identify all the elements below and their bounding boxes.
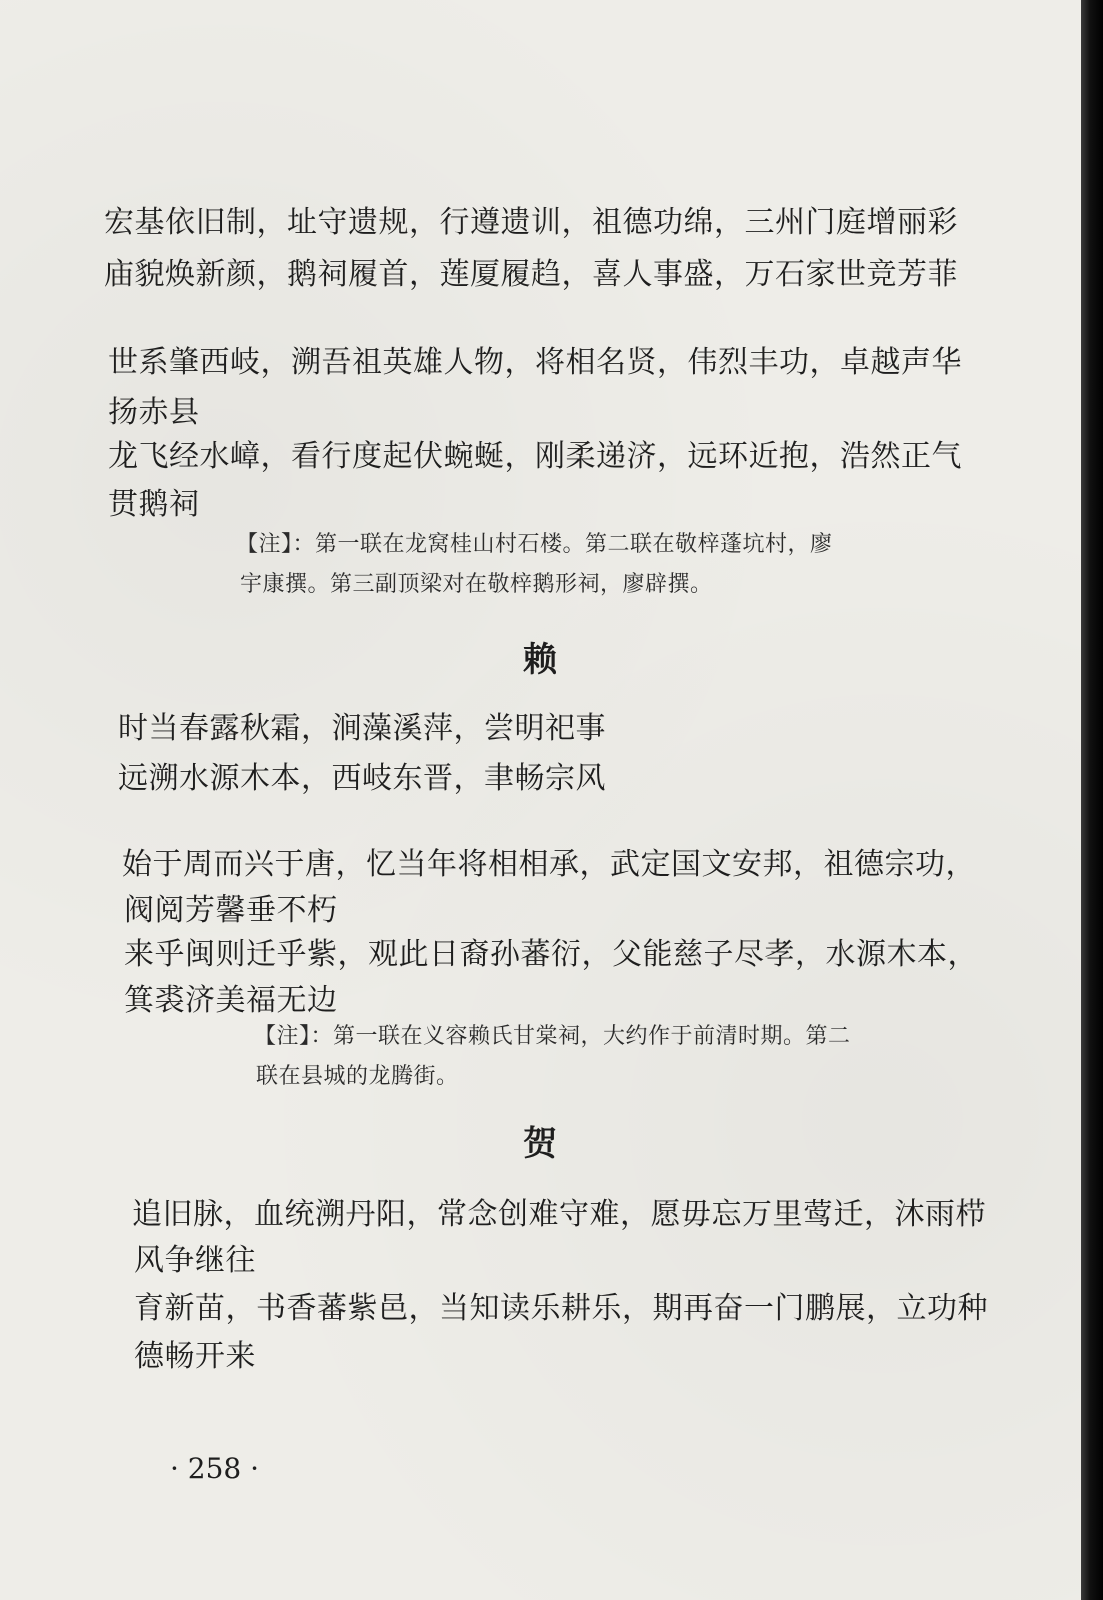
couplet-line: 始于周而兴于唐，忆当年将相相承，武定国文安邦，祖德宗功，	[122, 847, 976, 882]
couplet-line: 追旧脉，血统溯丹阳，常念创难守难，愿毋忘万里莺迁，沐雨栉	[132, 1197, 986, 1232]
couplet-line: 龙飞经水嶂，看行度起伏蜿蜒，刚柔递济，远环近抱，浩然正气	[108, 439, 962, 474]
couplet-line: 阀阅芳馨垂不朽	[124, 893, 338, 928]
couplet-line: 箕裘济美福无边	[124, 983, 338, 1018]
couplet-line: 宏基依旧制，址守遗规，行遵遗训，祖德功绵，三州门庭增丽彩	[104, 205, 958, 240]
annotation-note: 宇康撰。第三副顶梁对在敬梓鹅形祠，廖辟撰。	[240, 572, 713, 597]
couplet-line: 贯鹅祠	[108, 487, 200, 522]
annotation-note: 【注】：第一联在龙窝桂山村石楼。第二联在敬梓蓬坑村，廖	[236, 532, 833, 557]
surname-heading: 贺	[523, 1124, 557, 1164]
couplet-line: 世系肇西岐，溯吾祖英雄人物，将相名贤，伟烈丰功，卓越声华	[108, 345, 962, 380]
page-number: · 258 ·	[170, 1452, 260, 1485]
couplet-line: 时当春露秋霜，涧藻溪萍，尝明祀事	[118, 711, 606, 746]
couplet-line: 远溯水源木本，西岐东晋，聿畅宗风	[118, 761, 606, 796]
annotation-note: 联在县城的龙腾街。	[256, 1064, 459, 1089]
couplet-line: 德畅开来	[134, 1339, 256, 1374]
page-edge-shadow	[1081, 0, 1103, 1600]
surname-heading: 赖	[523, 640, 557, 680]
couplet-line: 育新苗，书香蕃紫邑，当知读乐耕乐，期再奋一门鹏展，立功种	[134, 1291, 988, 1326]
couplet-line: 来乎闽则迁乎紫，观此日裔孙蕃衍，父能慈子尽孝，水源木本，	[124, 937, 978, 972]
couplet-line: 风争继往	[134, 1243, 256, 1278]
couplet-line: 扬赤县	[108, 395, 200, 430]
couplet-line: 庙貌焕新颜，鹅祠履首，莲厦履趋，喜人事盛，万石家世竞芳菲	[104, 257, 958, 292]
annotation-note: 【注】：第一联在义容赖氏甘棠祠，大约作于前清时期。第二	[254, 1024, 851, 1049]
